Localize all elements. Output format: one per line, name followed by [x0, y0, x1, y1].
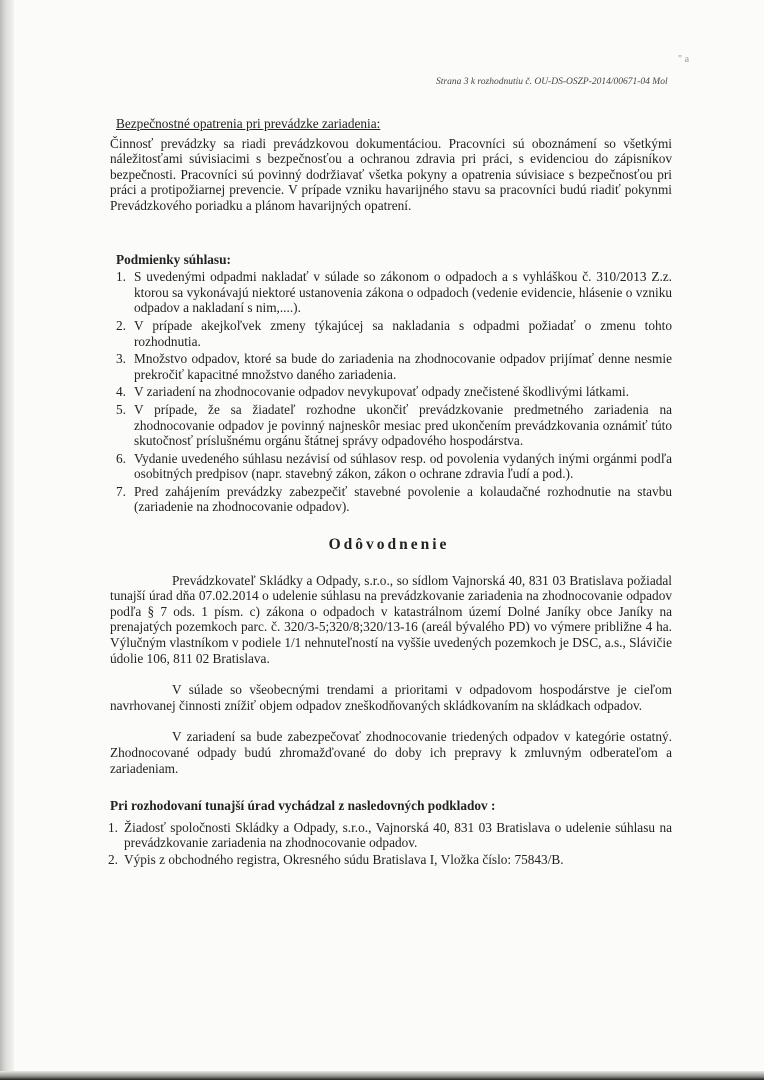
condition-text: V zariadení na zhodnocovanie odpadov nevykupovať odpady znečistené škodlivými látkami.: [134, 384, 630, 400]
document-page: [106, 116, 672, 869]
binder-shadow: [0, 0, 14, 1080]
condition-number: 3.: [116, 351, 126, 367]
condition-number: 4.: [116, 384, 126, 400]
basis-text: Žiadosť spoločnosti Skládky a Odpady, s.r.o., Vajnorská 40, 831 03 Bratislava o udelenie súhlasu na prevádzkovanie zariadenia na zhodnocovanie odpadov.: [124, 819, 672, 851]
condition-number: 5.: [116, 401, 126, 417]
condition-text: Pred zahájením prevádzky zabezpečiť stavebné povolenie a kolaudačné rozhodnutie na stavbu (zariadenie na zhodnocovanie odpadov).: [134, 483, 672, 515]
corner-mark: " a: [678, 54, 690, 65]
safety-section-title: Bezpečnostné opatrenia pri prevádzke zariadenia:: [116, 116, 381, 131]
condition-item: [106, 318, 672, 349]
running-header: Strana 3 k rozhodnutiu č. OU-DS-OSZP-2014/00671-04 Mol: [436, 77, 668, 87]
condition-number: 1.: [116, 269, 126, 285]
basis-number: 2.: [108, 851, 118, 867]
condition-number: 2.: [116, 317, 126, 333]
basis-item: [106, 820, 672, 851]
condition-item: [106, 384, 672, 400]
justification-heading: Odôvodnenie: [328, 536, 450, 554]
condition-item: [106, 351, 672, 382]
basis-title: Pri rozhodovaní tunajší úrad vychádzal z nasledovných podkladov :: [110, 798, 496, 814]
condition-item: [106, 484, 672, 515]
condition-text: S uvedenými odpadmi nakladať v súlade so zákonom o odpadoch a s vyhláškou č. 310/2013 Z.z. ktorou sa vykonávajú niektoré ustanovenia zákona o odpadoch (vedenie evidencie, hlásenie o vzniku odpadov a nakladaní s nim,....).: [134, 269, 672, 316]
justification-paragraph: Prevádzkovateľ Skládky a Odpady, s.r.o., so sídlom Vajnorská 40, 831 03 Bratislava požiadal tunajší úrad dňa 07.02.2014 o udelenie súhlasu na prevádzkovanie zariadenia na zhodnocovanie odpadov podľa § 7 ods. 1 písm. c) zákona o odpadoch v katastrálnom území Dolné Janíky obce Janíky na prenajatých pozemkoch parc. č. 320/3-5;320/8;320/13-16 (areál bývalého PD) vo výmere približne 4 ha. Výlučným vlastníkom v podiele 1/1 nehnuteľností na vyššie uvedených pozemkoch je DSC, a.s., Slávičie údolie 106, 811 02 Bratislava.: [110, 572, 672, 666]
scan-bottom-edge: [0, 1071, 764, 1080]
basis-item: [106, 852, 672, 868]
safety-paragraph: Činnosť prevádzky sa riadi prevádzkovou dokumentáciou. Pracovníci sú oboznámení so všetkými náležitosťami súvisiacimi s bezpečnosťou a ochranou zdravia pri práci, s evidenciou do zápisníkov bezpečnosti. Pracovníci sú povinný dodržiavať všetka pokyny a opatrenia súvisiace s bezpečnosťou pri práci a protipožiarnej prevencie. V prípade vzniku havarijného stavu sa pracovníci budú riadiť pokynmi Prevádzkového poriadku a plánom havarijných opatrení.: [110, 135, 672, 213]
condition-item: [106, 269, 672, 316]
condition-number: 7.: [116, 483, 126, 499]
basis-number: 1.: [108, 819, 118, 835]
justification-paragraph: V zariadení sa bude zabezpečovať zhodnocovanie triedených odpadov v kategórie ostatný. Zhodnocované odpady budú zhromažďované do doby ich prepravy k zmluvným odberateľom a zariadeniam.: [110, 729, 672, 776]
condition-text: Množstvo odpadov, ktoré sa bude do zariadenia na zhodnocovanie odpadov prijímať denne nesmie prekročiť kapacitné množstvo daného zariadenia.: [134, 351, 672, 382]
condition-number: 6.: [116, 450, 126, 466]
justification-paragraph: V súlade so všeobecnými trendami a prioritami v odpadovom hospodárstve je cieľom navrhovanej činnosti znížiť objem odpadov zneškodňovaných skládkovaním na skládkach odpadov.: [110, 682, 672, 713]
condition-text: V prípade, že sa žiadateľ rozhodne ukončiť prevádzkovanie predmetného zariadenia na zhodnocovanie odpadov je povinný najneskôr mesiac pred ukončením prevádzkovania oznámiť túto skutočnosť príslušnému orgánu štátnej správy odpadového hospodárstva.: [134, 401, 672, 449]
basis-list: [106, 820, 672, 868]
conditions-list: [106, 269, 672, 515]
basis-text: Výpis z obchodného registra, Okresného súdu Bratislava I, Vložka číslo: 75843/B.: [124, 851, 564, 867]
condition-text: V prípade akejkoľvek zmeny týkajúcej sa nakladania s odpadmi požiadať o zmenu tohto rozhodnutia.: [134, 317, 672, 349]
conditions-title: Podmienky súhlasu:: [116, 251, 231, 267]
condition-text: Vydanie uvedeného súhlasu nezávisí od súhlasov resp. od povolenia vydaných inými orgánmi podľa osobitných predpisov (napr. stavebný zákon, zákon o ochrane zdravia ľudí a pod.).: [134, 450, 672, 482]
condition-item: [106, 402, 672, 449]
condition-item: [106, 451, 672, 482]
